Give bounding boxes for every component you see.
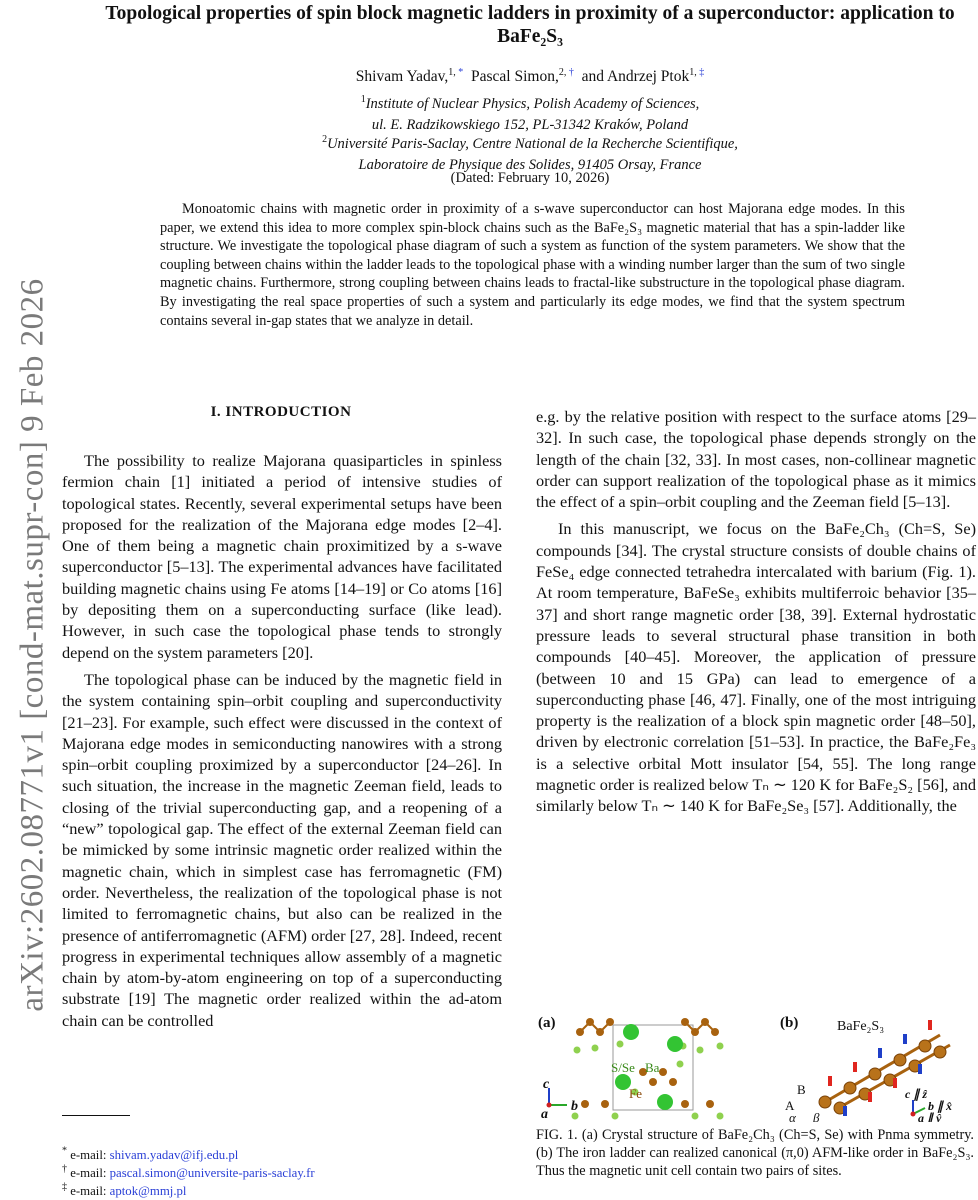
email-link[interactable]: shivam.yadav@ifj.edu.pl	[109, 1148, 239, 1162]
author-affil-num: 1	[689, 66, 695, 78]
sse-label: S/Se	[611, 1060, 635, 1075]
panel-b-label: (b)	[780, 1015, 799, 1031]
footnote-label: e-mail:	[70, 1148, 107, 1162]
footnote-rule	[62, 1115, 130, 1116]
section-heading: I. INTRODUCTION	[210, 404, 352, 420]
author-footnote-mark[interactable]: ‡	[699, 66, 705, 78]
paragraph: e.g. by the relative position with respect to the surface atoms [29–32]. In such case, the topological phase depends strongly on the length of the chain [32, 33]. In most cases, non-collinear magnetic order can support realization of the topological phase as it mimics the effect of a spin–orbit coupling and the Zeeman field [5–13].	[536, 407, 976, 512]
footnote-mark: ‡	[62, 1181, 67, 1193]
affil-line: ul. E. Radzikowskiego 152, PL-31342 Kraków, Poland	[371, 117, 689, 133]
paragraph: The possibility to realize Majorana quasiparticles in spinless fermion chain [1] initiated a period of intensive studies of topological states. Recently, several experimental setups have been proposed for the realization of the Majorana edge modes [2–4]. One of them being a magnetic chain proximitized by a s-wave superconductor [5–13]. The experimental advances have facilitated building magnetic chains using Fe atoms [14–19] or Co atoms [16] by depositing them on a superconducting surface (like lead). However, in such case the topological phase tends to strongly depend on the system parameters [20].	[62, 451, 502, 662]
se-atoms	[572, 1041, 724, 1120]
figure-1	[535, 1010, 975, 1122]
axis-a-y-label: a ∥ ŷ	[918, 1111, 942, 1122]
email-link[interactable]: aptok@mmj.pl	[109, 1184, 187, 1198]
affil-number: 1	[360, 94, 366, 106]
paragraph: The topological phase can be induced by the magnetic field in the system containing spin–orbit coupling and superconductivity [21–23]. For example, such effect were discussed in the context of Majorana edge modes in semiconducting nanowires with a strong spin–orbit coupling proximized by a superconductor [24–26]. In such situation, the increase in the magnetic Zeeman field, leads to closing of the trivial superconducting gap, and a reopening of a “new” topological gap. The effect of the external Zeeman field can be mimicked by some intrinsic magnetic order realized within the magnetic chain, which in simplest case has ferromagnetic (FM) order. Nevertheless, the realization of the topological phase is not limited to ferromagnetic chains, but also can be realized in the presence of antiferromagnetic (AFM) order [27, 28]. Indeed, recent progress in experimental techniques allow assembly of a magnetic chain by atom-by-atom engineering on top of a superconducting substrate [19] The magnetic order realized within the ad-atom chain can be controlled	[62, 669, 502, 1030]
arxiv-identifier: arXiv:2602.08771v1 [cond-mat.supr-con] 9 Feb 2026	[14, 278, 51, 1012]
site-b-label: B	[797, 1082, 806, 1097]
crystal-structure-figure	[535, 1010, 975, 1122]
footnote-item	[62, 1164, 502, 1182]
author-affil-num: 2	[558, 66, 564, 78]
site-a-label: A	[785, 1098, 795, 1113]
beta-label: β	[813, 1110, 820, 1122]
axis-a-label: a	[541, 1107, 548, 1122]
affil-line: Université Paris-Saclay, Centre National de la Recherche Scientifique,	[327, 136, 738, 152]
ba-label: Ba	[645, 1060, 660, 1075]
author-name: Shivam Yadav,	[355, 68, 449, 85]
axis-c-z-label: c ∥ ẑ	[905, 1087, 927, 1101]
footnote-label: e-mail:	[70, 1184, 107, 1198]
footnote-mark: *	[62, 1145, 67, 1157]
panel-a-label: (a)	[538, 1015, 556, 1031]
footnote-item	[62, 1146, 502, 1164]
axis-b-label: b	[571, 1099, 578, 1114]
fe-label: Fe	[629, 1086, 642, 1101]
footnote-mark: †	[62, 1163, 67, 1175]
date-line: (Dated: February 10, 2026)	[450, 170, 610, 186]
paragraph: In this manuscript, we focus on the BaFe₂Ch₃ (Ch=S, Se) compounds [34]. The crystal structure consists of double chains of FeSe₄ edge connected tetrahedra intercalated with barium (Fig. 1). At room temperature, BaFeSe₃ exhibits multiferroic behavior [35–37] and short range magnetic order [38, 39]. External hydrostatic pressure leads to several structural phase transition in both compounds [40–45]. Moreover, the application of pressure (between 10 and 15 GPa) can lead to emergence of a superconducting phase [46, 47]. Finally, one of the most intriguing property is the realization of a block spin magnetic order [48–50], driven by electronic correlation [51–53]. In practice, the BaFe₂Fe₃ is a selective orbital Mott insulator [54, 55]. The long range magnetic order is realized below Tₙ ∼ 120 K for BaFe₂S₂ [56], and similarly below Tₙ ∼ 140 K for BaFe₂Se₃ [57]. Additionally, the	[536, 519, 976, 816]
footnote-item	[62, 1182, 502, 1200]
author-affil-num: 1	[448, 66, 454, 78]
alpha-label: α	[789, 1110, 796, 1122]
author-footnote-mark[interactable]: *	[458, 66, 464, 78]
abstract: Monoatomic chains with magnetic order in proximity of a s-wave superconductor can host Majorana edge modes. In this paper, we extend this idea to more complex spin-block chains such as the BaFe₂S₃ magnetic material that has a spin-ladder like structure. We investigate the topological phase diagram of such a system as function of the system parameters. We show that the coupling between chains within the ladder leads to the topological phase with a winding number larger than the sum of two single magnetic chains. Furthermore, strong coupling between chains leads to fractal-like substructure in the topological phase diagram. By investigating the real space properties of such a system and particularly its edge modes, we find that the system spectrum contains several in-gap states that we analyze in detail.	[160, 201, 905, 329]
footnotes	[62, 1146, 502, 1200]
affiliation-1	[100, 94, 960, 136]
affil-line: Laboratoire de Physique des Solides, 91405 Orsay, France	[358, 157, 702, 173]
author-footnote-mark[interactable]: †	[568, 66, 574, 78]
right-column	[536, 406, 976, 817]
compound-label: BaFe₂S₃	[837, 1019, 885, 1034]
affil-line: Institute of Nuclear Physics, Polish Academy of Sciences,	[365, 96, 700, 112]
affil-number: 2	[322, 134, 328, 146]
left-column	[62, 450, 502, 1031]
axis-c-label: c	[543, 1077, 550, 1092]
author-name: and Andrzej Ptok	[581, 68, 690, 85]
author-name: Pascal Simon,	[470, 68, 559, 85]
paper-title: Topological properties of spin block magnetic ladders in proximity of a superconductor: application to BaFe₂S₃	[105, 3, 955, 47]
figure-caption: FIG. 1. (a) Crystal structure of BaFe₂Ch₃ (Ch=S, Se) with Pnma symmetry. (b) The iron ladder can realized canonical (π,0) AFM-like order in BaFe₂S₃. Thus the magnetic unit cell contain two pairs of sites.	[536, 1127, 974, 1180]
axis-b-x-label: b ∥ x̂	[928, 1099, 952, 1113]
footnote-label: e-mail:	[70, 1166, 107, 1180]
email-link[interactable]: pascal.simon@universite-paris-saclay.fr	[109, 1166, 315, 1180]
author-list: Shivam Yadav,$^{1,}$ * Pascal Simon,$^{2,}$ † and Andrzej Ptok$^{1,}$ ‡	[355, 66, 705, 85]
